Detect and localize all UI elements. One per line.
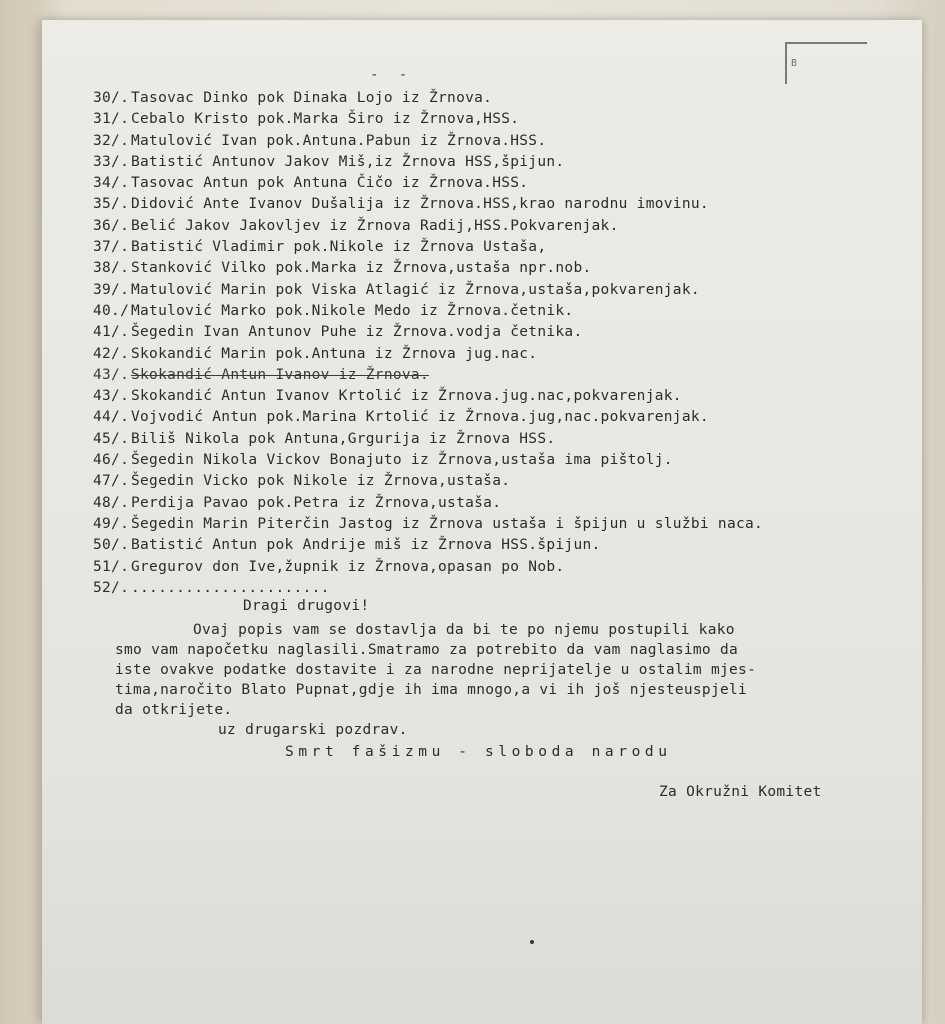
list-item — [93, 557, 893, 578]
entry-number: 39/. — [93, 281, 130, 298]
entry-text: Šegedin Vicko pok Nikole iz Žrnova,ustaša. — [131, 473, 511, 490]
entry-number: 49/. — [93, 515, 130, 532]
entry-number: 41/. — [93, 324, 130, 341]
entry-number: 46/. — [93, 452, 130, 469]
entry-text: Šegedin Ivan Antunov Puhe iz Žrnova.vodja četnika. — [131, 324, 583, 341]
entry-text: Belić Jakov Jakovljev iz Žrnova Radij,HSS.Pokvarenjak. — [131, 217, 619, 234]
entry-number: 32/. — [93, 132, 130, 149]
entry-text: Stanković Vilko pok.Marka iz Žrnova,ustaša npr.nob. — [131, 260, 592, 277]
list-item — [93, 109, 893, 130]
list-item — [93, 578, 893, 599]
letter-paragraph — [115, 620, 875, 720]
list-item — [93, 386, 893, 407]
entry-text: ...................... — [131, 579, 330, 596]
paragraph-line: smo vam napočetku naglasili.Smatramo za potrebito da vam naglasimo da — [115, 642, 739, 658]
corner-stamp-box — [785, 42, 867, 84]
entry-number: 30/. — [93, 90, 130, 106]
list-item — [93, 152, 893, 173]
entry-text: Tasovac Antun pok Antuna Čičo iz Žrnova.HSS. — [131, 175, 529, 192]
list-item — [93, 493, 893, 514]
list-item — [93, 450, 893, 471]
entry-number: 33/. — [93, 153, 130, 170]
entry-number: 47/. — [93, 473, 130, 490]
list-item — [93, 429, 893, 450]
entry-number: 31/. — [93, 111, 130, 128]
entry-text: Batistić Antunov Jakov Miš,iz Žrnova HSS,špijun. — [131, 153, 565, 170]
list-item — [93, 173, 893, 194]
entry-number: 43/. — [93, 366, 130, 383]
list-item — [93, 322, 893, 343]
entry-text: Gregurov don Ive,župnik iz Žrnova,opasan po Nob. — [131, 558, 565, 575]
list-item — [93, 301, 893, 322]
entry-number: 42/. — [93, 345, 130, 362]
list-item — [93, 88, 893, 109]
entry-text: Cebalo Kristo pok.Marka Širo iz Žrnova,HSS. — [131, 111, 520, 128]
list-item — [93, 514, 893, 535]
entry-number: 44/. — [93, 409, 130, 426]
entry-number: 36/. — [93, 217, 130, 234]
entry-text: Batistić Antun pok Andrije miš iz Žrnova HSS.špijun. — [131, 537, 601, 554]
entry-number: 34/. — [93, 175, 130, 192]
paragraph-line: iste ovakve podatke dostavite i za narodne neprijatelje u ostalim mjes- — [115, 662, 757, 678]
list-item-struck — [93, 365, 893, 386]
list-item — [93, 407, 893, 428]
entry-text: Matulović Marko pok.Nikole Medo iz Žrnova.četnik. — [131, 302, 574, 319]
list-item — [93, 216, 893, 237]
letter-signature: Za Okružni Komitet — [659, 784, 822, 800]
corner-mark: B — [791, 58, 798, 69]
entry-number: 51/. — [93, 558, 130, 575]
entry-text: Didović Ante Ivanov Dušalija iz Žrnova.HSS,krao narodnu imovinu. — [131, 196, 709, 213]
entry-number: 38/. — [93, 260, 130, 277]
entry-text: Batistić Vladimir pok.Nikole iz Žrnova Ustaša, — [131, 239, 547, 256]
entry-text: Matulović Marin pok Viska Atlagić iz Žrnova,ustaša,pokvarenjak. — [131, 281, 700, 298]
paragraph-line: tima,naročito Blato Pupnat,gdje ih ima mnogo,a vi ih još njesteuspjeli — [115, 682, 748, 698]
paragraph-line: da otkrijete. — [115, 702, 233, 718]
entry-text: Skokandić Marin pok.Antuna iz Žrnova jug.nac. — [131, 345, 538, 362]
entry-number: 50/. — [93, 537, 130, 554]
entry-number: 48/. — [93, 494, 130, 511]
entry-text: Perdija Pavao pok.Petra iz Žrnova,ustaša. — [131, 494, 502, 511]
letter-regards: uz drugarski pozdrav. — [218, 722, 408, 738]
entry-text: Skokandić Antun Ivanov iz Žrnova. — [131, 366, 429, 383]
list-item — [93, 237, 893, 258]
entry-text: Biliš Nikola pok Antuna,Grgurija iz Žrnova HSS. — [131, 430, 556, 447]
paragraph-line: Ovaj popis vam se dostavlja da bi te po njemu postupili kako — [193, 622, 735, 638]
header-dashes: - - — [370, 67, 414, 83]
entry-number: 43/. — [93, 388, 130, 405]
entry-number: 40./ — [93, 302, 130, 319]
enemy-list — [93, 88, 893, 599]
entry-text: Matulović Ivan pok.Antuna.Pabun iz Žrnova.HSS. — [131, 132, 547, 149]
entry-number: 35/. — [93, 196, 130, 213]
entry-text: Tasovac Dinko pok Dinaka Lojo iz Žrnova. — [131, 90, 493, 106]
entry-text: Šegedin Marin Piterčin Jastog iz Žrnova ustaša i špijun u službi naca. — [131, 515, 764, 532]
paper-speck — [530, 940, 534, 944]
list-item — [93, 194, 893, 215]
letter-slogan: Smrt fašizmu - sloboda narodu — [285, 744, 672, 760]
entry-number: 52/. — [93, 579, 130, 596]
list-item — [93, 131, 893, 152]
entry-text: Skokandić Antun Ivanov Krtolić iz Žrnova.jug.nac,pokvarenjak. — [131, 388, 682, 405]
entry-text: Šegedin Nikola Vickov Bonajuto iz Žrnova,ustaša ima pištolj. — [131, 452, 673, 469]
list-item — [93, 344, 893, 365]
list-item — [93, 471, 893, 492]
letter-greeting: Dragi drugovi! — [243, 598, 370, 614]
entry-number: 37/. — [93, 239, 130, 256]
entry-text: Vojvodić Antun pok.Marina Krtolić iz Žrnova.jug,nac.pokvarenjak. — [131, 409, 709, 426]
entry-number: 45/. — [93, 430, 130, 447]
list-item — [93, 535, 893, 556]
list-item — [93, 258, 893, 279]
list-item — [93, 280, 893, 301]
